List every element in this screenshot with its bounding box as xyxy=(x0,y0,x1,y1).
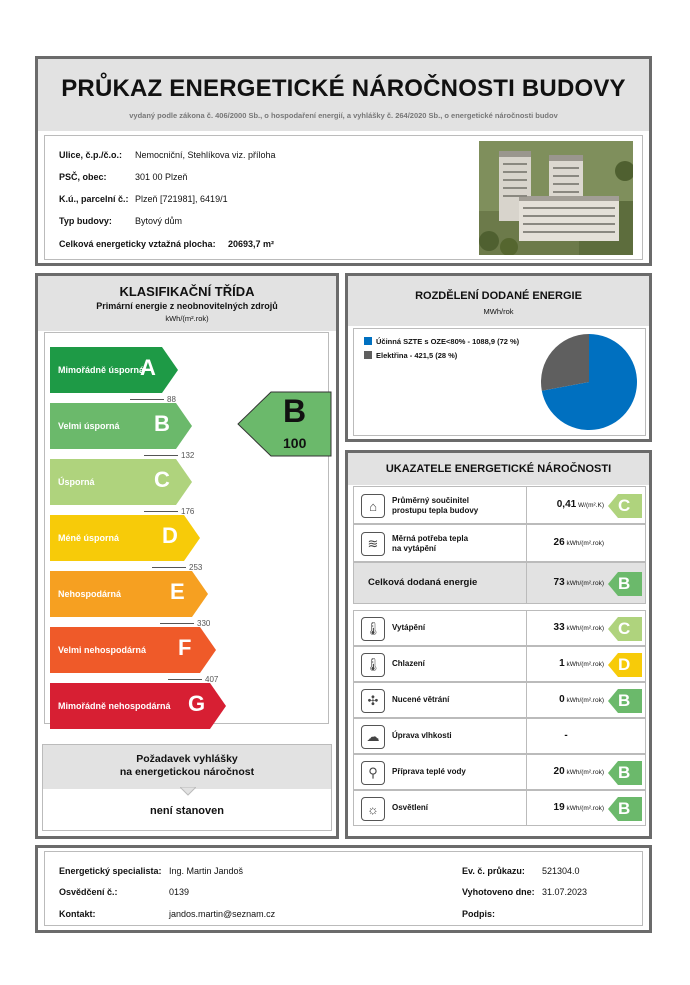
indicator-value: 33 kWh/(m².rok) xyxy=(553,622,604,633)
specialist-value: Ing. Martin Jandoš xyxy=(169,866,244,876)
class-boundary-value: 330 xyxy=(160,619,210,628)
indicator-row xyxy=(353,610,646,646)
indicator-value: - xyxy=(564,730,568,741)
heat-demand-icon: ≋ xyxy=(361,532,385,556)
header-band xyxy=(38,59,649,131)
classification-panel xyxy=(35,273,339,839)
cert-value: 0139 xyxy=(169,887,190,897)
energy-class-f xyxy=(50,627,216,673)
result-class-indicator xyxy=(237,391,332,457)
class-badge: B xyxy=(608,761,642,785)
area-value: 20693,7 m² xyxy=(228,239,275,249)
energy-class-name: Velmi nehospodárná xyxy=(58,644,147,655)
energy-class-letter: E xyxy=(170,579,185,604)
signature-label: Podpis: xyxy=(462,909,495,919)
ku-label: K.ú., parcelní č.: xyxy=(59,194,129,204)
indicator-row xyxy=(353,718,646,754)
indicator-label: Měrná potřeba tepla na vytápění xyxy=(392,534,469,553)
indicator-row xyxy=(353,524,646,562)
indicators-panel xyxy=(345,450,652,839)
class-boundary-value: 132 xyxy=(144,451,194,460)
ev-number-label: Ev. č. průkazu: xyxy=(462,866,525,876)
thermometer-heating-icon: 🌡 xyxy=(361,617,385,641)
pie-slice-electricity xyxy=(541,334,589,391)
energy-class-name: Velmi úsporná xyxy=(58,420,120,431)
class-badge: B xyxy=(608,797,642,821)
class-badge: B xyxy=(608,572,642,596)
requirement-box xyxy=(42,744,332,831)
footer-info xyxy=(44,851,643,926)
energy-class-name: Nehospodárná xyxy=(58,588,122,599)
energy-class-b xyxy=(50,403,192,449)
building-info xyxy=(44,135,643,260)
area-label: Celková energeticky vztažná plocha: xyxy=(59,239,216,249)
faucet-icon: ⚲ xyxy=(361,761,385,785)
street-value: Nemocniční, Stehlíkova viz. příloha xyxy=(135,150,276,160)
indicator-row xyxy=(353,790,646,826)
energy-class-e xyxy=(50,571,208,617)
class-badge: B xyxy=(608,689,642,713)
indicator-label: Celková dodaná energie xyxy=(368,577,478,588)
energy-class-name: Úsporná xyxy=(58,476,95,487)
type-label: Typ budovy: xyxy=(59,216,112,226)
humidity-icon: ☁ xyxy=(361,725,385,749)
street-label: Ulice, č.p./č.o.: xyxy=(59,150,123,160)
legend-label: Elektřina - 421,5 (28 %) xyxy=(376,351,458,360)
indicator-value: 1 kWh/(m².rok) xyxy=(559,658,604,669)
class-boundary-value: 88 xyxy=(130,395,176,404)
indicator-row xyxy=(353,754,646,790)
energy-class-name: Mimořádně úsporná xyxy=(58,364,145,375)
classification-title: KLASIFIKAČNÍ TŘÍDA xyxy=(119,284,255,299)
class-badge: D xyxy=(608,653,642,677)
class-badge: C xyxy=(608,617,642,641)
indicator-value: 20 kWh/(m².rok) xyxy=(553,766,604,777)
requirement-title2: na energetickou náročnost xyxy=(119,766,255,778)
indicator-value: 73 kWh/(m².rok) xyxy=(553,577,604,588)
page-subtitle: vydaný podle zákona č. 406/2000 Sb., o hospodaření energií, a vyhlášky č. 264/2020 Sb., o energetické náročnosti budov xyxy=(129,111,558,120)
requirement-value: není stanoven xyxy=(150,805,224,817)
indicator-label: Úprava vlhkosti xyxy=(392,731,452,740)
legend-item-szte xyxy=(364,337,519,346)
psc-value: 301 00 Plzeň xyxy=(135,172,188,182)
classification-unit: kWh/(m².rok) xyxy=(165,314,209,323)
psc-label: PSČ, obec: xyxy=(59,172,107,182)
specialist-label: Energetický specialista: xyxy=(59,866,162,876)
class-boundary-value: 176 xyxy=(144,507,194,516)
requirement-title: Požadavek vyhlášky xyxy=(136,753,238,765)
house-icon: ⌂ xyxy=(361,494,385,518)
header-panel xyxy=(35,56,652,266)
indicator-row xyxy=(353,562,646,604)
lightbulb-icon: ☼ xyxy=(361,797,385,821)
distribution-pie-chart xyxy=(540,333,638,431)
energy-class-g xyxy=(50,683,226,729)
legend-label: Účinná SZTE s OZE<80% - 1088,9 (72 %) xyxy=(376,337,520,346)
indicator-label: Nucené větrání xyxy=(392,695,450,704)
classification-subtitle: Primární energie z neobnovitelných zdrojů xyxy=(96,301,278,311)
chevron-down-icon xyxy=(180,787,196,796)
building-photo xyxy=(479,141,633,255)
indicator-row xyxy=(353,486,646,524)
legend-swatch xyxy=(364,337,372,345)
indicator-value: 0 kWh/(m².rok) xyxy=(559,694,604,705)
energy-class-letter: F xyxy=(178,635,192,660)
energy-class-c xyxy=(50,459,192,505)
contact-value: jandos.martin@seznam.cz xyxy=(169,909,276,919)
distribution-panel xyxy=(345,273,652,442)
cert-label: Osvědčení č.: xyxy=(59,887,118,897)
energy-class-name: Méně úsporná xyxy=(58,532,120,543)
page-title: PRŮKAZ ENERGETICKÉ NÁROČNOSTI BUDOVY xyxy=(61,75,626,102)
result-class-letter: B xyxy=(283,393,307,429)
indicator-value: 26 kWh/(m².rok) xyxy=(553,537,604,548)
energy-class-letter: A xyxy=(140,355,156,380)
indicator-label: Chlazení xyxy=(392,659,425,668)
result-class-value: 100 xyxy=(283,435,307,451)
indicators-header xyxy=(348,453,649,485)
indicator-row xyxy=(353,682,646,718)
distribution-chart-box xyxy=(353,328,646,436)
indicator-label: Vytápění xyxy=(392,623,426,632)
indicator-label: Příprava teplé vody xyxy=(392,767,466,776)
ev-number-value: 521304.0 xyxy=(542,866,580,876)
legend-item-electricity xyxy=(364,351,457,360)
energy-class-letter: G xyxy=(188,691,206,716)
legend-swatch xyxy=(364,351,372,359)
indicator-value: 0,41 W/(m².K) xyxy=(556,499,604,510)
fan-icon: ✣ xyxy=(361,689,385,713)
indicator-row xyxy=(353,646,646,682)
energy-class-a xyxy=(50,347,178,393)
energy-class-d xyxy=(50,515,200,561)
indicator-label: Osvětlení xyxy=(392,803,429,812)
distribution-header xyxy=(348,276,649,326)
indicators-title: UKAZATELE ENERGETICKÉ NÁROČNOSTI xyxy=(385,463,612,475)
energy-class-letter: C xyxy=(154,467,170,492)
class-boundary-value: 253 xyxy=(152,563,202,572)
class-badge: C xyxy=(608,494,642,518)
classification-header xyxy=(38,276,336,331)
date-value: 31.07.2023 xyxy=(542,887,588,897)
energy-class-name: Mimořádně nehospodárná xyxy=(58,700,171,711)
thermometer-cooling-icon: 🌡 xyxy=(361,653,385,677)
distribution-title: ROZDĚLENÍ DODANÉ ENERGIE xyxy=(415,290,582,302)
requirement-header xyxy=(43,745,331,789)
date-label: Vyhotoveno dne: xyxy=(462,887,535,897)
footer-panel xyxy=(35,845,652,933)
contact-label: Kontakt: xyxy=(59,909,96,919)
class-boundary-value: 407 xyxy=(168,675,218,684)
energy-class-letter: B xyxy=(154,411,170,436)
type-value: Bytový dům xyxy=(135,216,183,226)
indicator-label: Průměrný součinitel prostupu tepla budovy xyxy=(392,496,479,515)
energy-class-letter: D xyxy=(162,523,178,548)
ku-value: Plzeň [721981], 6419/1 xyxy=(135,194,228,204)
indicator-value: 19 kWh/(m².rok) xyxy=(553,802,604,813)
distribution-unit: MWh/rok xyxy=(483,307,514,316)
